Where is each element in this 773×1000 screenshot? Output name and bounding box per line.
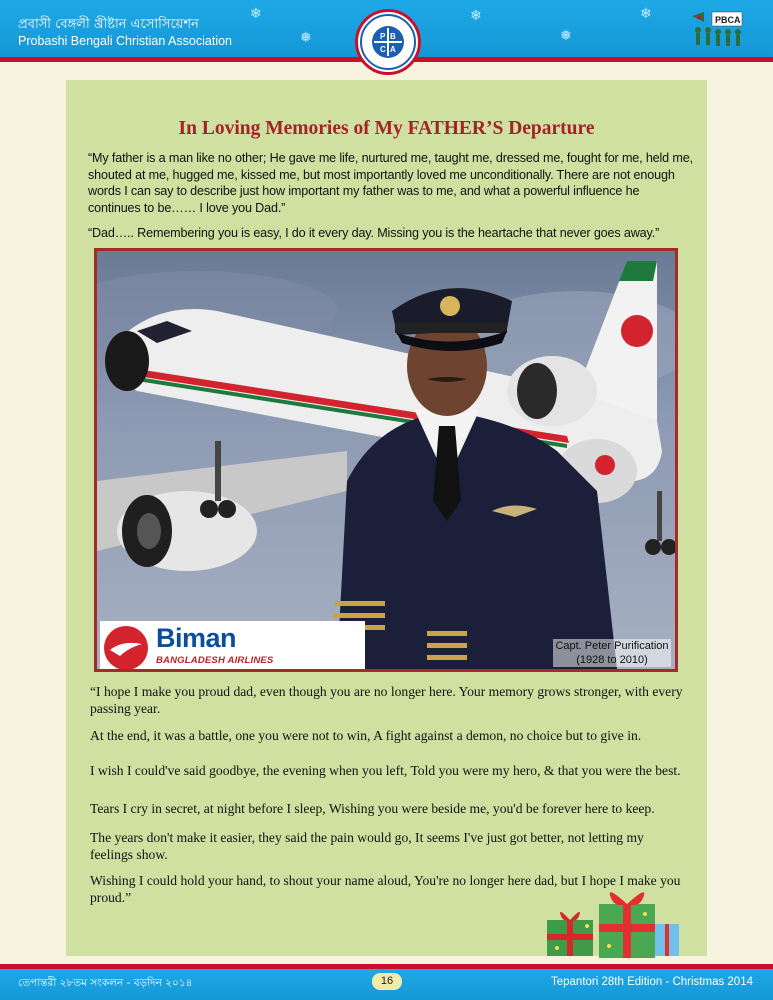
airline-name: Biman: [156, 623, 237, 653]
memorial-photo: [94, 248, 678, 672]
pbca-corner-logo: [690, 10, 760, 50]
poem-stanza: Wishing I could hold your hand, to shout your name aloud, You're no longer here dad, but I hope I make you proud.”: [90, 873, 681, 905]
caption-years: (1928 to 2010): [576, 654, 648, 666]
snowflake-icon: ❄: [640, 6, 652, 22]
page-number: 16: [372, 973, 402, 990]
footer-english-edition: Tepantori 28th Edition - Christmas 2014: [551, 976, 753, 988]
remembering-quote: “Dad….. Remembering you is easy, I do it every day. Missing you is the heartache that never goes away.”: [88, 226, 660, 240]
article-title: In Loving Memories of My FATHER’S Departure: [178, 118, 595, 139]
snowflake-icon: ❄: [250, 6, 262, 22]
biman-stork-icon: [104, 626, 148, 670]
airline-subtitle: BANGLADESH AIRLINES: [156, 655, 274, 666]
poem-stanza: At the end, it was a battle, one you were not to win, A fight against a demon, no choice but to give in.: [90, 728, 642, 743]
poem-stanza: The years don't make it easier, they said the pain would go, It seems I've just got better, not letting my feelings show.: [90, 830, 644, 862]
snowflake-icon: ❅: [560, 28, 572, 44]
svg-text:PBCA: PBCA: [715, 15, 741, 25]
snowflake-icon: ❄: [470, 8, 482, 24]
poem-stanza: Tears I cry in secret, at night before I sleep, Wishing you were beside me, you'd be forever here to keep.: [90, 801, 655, 816]
svg-text:C: C: [380, 45, 386, 54]
header-org-bengali: প্রবাসী বেঙ্গলী খ্রীষ্টান এসোসিয়েশন: [18, 17, 199, 32]
svg-text:P: P: [380, 32, 386, 41]
opening-quote: “My father is a man like no other; He gave me life, nurtured me, taught me, dressed me, fought for me, held me, shouted at me, hugged me, kissed me, but most importantly loved me unconditionally. There are not enough words I can say to describe just how important my father was to me, and what a powerful influence he continues to be…… I love you Dad.”: [88, 151, 693, 215]
poem-stanza: I wish I could've said goodbye, the evening when you left, Told you were my hero, & that you were the best.: [90, 763, 681, 778]
photo-caption: [553, 639, 671, 667]
poem-stanza: “I hope I make you proud dad, even though you are no longer here. Your memory grows stronger, with every passing year.: [90, 684, 683, 716]
footer-bengali-edition: তেপান্তরী ২৮তম সংকলন - বড়দিন ২০১৪: [18, 977, 193, 989]
christmas-gifts-icon: [543, 888, 683, 960]
caption-name: Capt. Peter Purification: [555, 640, 669, 652]
snowflake-icon: ❅: [300, 30, 312, 46]
svg-text:A: A: [390, 45, 396, 54]
svg-text:B: B: [390, 32, 396, 41]
biman-branding: [100, 621, 365, 669]
pbca-logo: [355, 9, 421, 75]
header-org-english: Probashi Bengali Christian Association: [18, 34, 233, 48]
